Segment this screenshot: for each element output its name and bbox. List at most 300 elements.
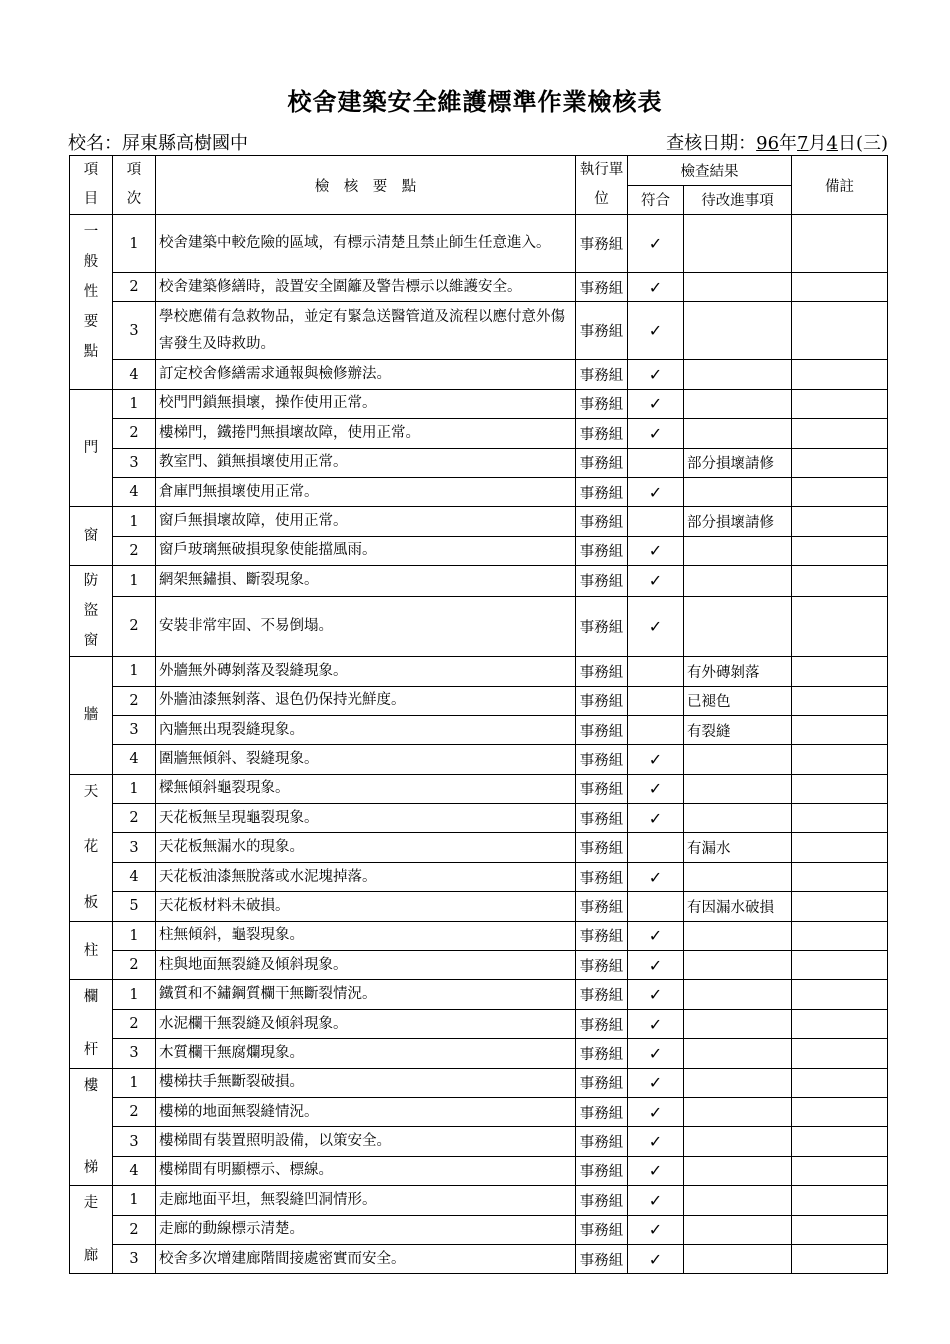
improvement-item (684, 745, 792, 774)
remark-cell (792, 715, 888, 744)
check-mark-icon: ✓ (648, 808, 663, 828)
table-row (70, 1009, 888, 1038)
category-char: 窗 (83, 633, 99, 650)
inspection-point: 柱與地面無裂縫及傾斜現象。 (156, 951, 576, 980)
table-row (70, 715, 888, 744)
executing-unit: 事務組 (576, 448, 628, 477)
check-mark-icon: ✓ (648, 926, 663, 946)
check-mark-icon: ✓ (648, 365, 663, 385)
ok-cell (628, 1215, 684, 1244)
header-result: 檢查結果 (628, 156, 792, 186)
item-number: 4 (113, 477, 156, 506)
inspection-point: 教室門、鎖無損壞使用正常。 (156, 448, 576, 477)
item-number: 1 (113, 921, 156, 950)
item-number: 1 (113, 215, 156, 273)
improvement-item (684, 1039, 792, 1068)
remark-cell (792, 862, 888, 891)
remark-cell (792, 745, 888, 774)
remark-cell (792, 1215, 888, 1244)
remark-cell (792, 360, 888, 389)
category-char: 板 (83, 894, 99, 911)
checklist-table (69, 155, 888, 1274)
improvement-item: 有外磚剝落 (684, 657, 792, 686)
category-cell (70, 215, 113, 390)
item-number: 2 (113, 419, 156, 448)
ok-cell (628, 1068, 684, 1097)
category-char: 門 (83, 440, 99, 457)
item-number: 1 (113, 1186, 156, 1215)
category-char: 走 (83, 1195, 99, 1212)
category-char: 杆 (83, 1042, 99, 1059)
category-char: 要 (83, 314, 99, 330)
executing-unit: 事務組 (576, 804, 628, 833)
inspection-point: 天花板無漏水的現象。 (156, 833, 576, 862)
table-row (70, 833, 888, 862)
category-cell (70, 657, 113, 775)
category-char: 牆 (83, 707, 99, 724)
check-mark-icon: ✓ (648, 616, 663, 636)
executing-unit: 事務組 (576, 980, 628, 1009)
executing-unit: 事務組 (576, 1215, 628, 1244)
inspection-point: 樓梯門，鐵捲門無損壞故障，使用正常。 (156, 419, 576, 448)
table-row (70, 862, 888, 891)
improvement-item (684, 360, 792, 389)
inspection-point: 木質欄干無腐爛現象。 (156, 1039, 576, 1068)
remark-cell (792, 774, 888, 803)
executing-unit: 事務組 (576, 686, 628, 715)
executing-unit: 事務組 (576, 921, 628, 950)
check-mark-icon: ✓ (648, 1043, 663, 1063)
ok-cell (628, 980, 684, 1009)
improvement-item (684, 774, 792, 803)
checklist-body (70, 215, 888, 1274)
item-number: 5 (113, 892, 156, 921)
category-cell (70, 1186, 113, 1274)
improvement-item (684, 419, 792, 448)
check-mark-icon: ✓ (648, 749, 663, 769)
inspection-point: 倉庫門無損壞使用正常。 (156, 477, 576, 506)
table-row (70, 745, 888, 774)
inspection-point: 天花板無呈現龜裂現象。 (156, 804, 576, 833)
inspection-point: 外牆無外磚剝落及裂縫現象。 (156, 657, 576, 686)
page-title: 校舍建築安全維護標準作業檢核表 (287, 87, 663, 116)
remark-cell (792, 477, 888, 506)
executing-unit: 事務組 (576, 1127, 628, 1156)
improvement-item (684, 477, 792, 506)
ok-cell (628, 892, 684, 921)
date-month-unit: 月 (808, 133, 827, 154)
item-number: 1 (113, 774, 156, 803)
ok-cell (628, 657, 684, 686)
item-number: 4 (113, 1156, 156, 1185)
check-mark-icon: ✓ (648, 1014, 663, 1034)
table-row (70, 774, 888, 803)
executing-unit: 事務組 (576, 566, 628, 597)
improvement-item: 有漏水 (684, 833, 792, 862)
school-name: 屏東縣高樹國中 (122, 133, 248, 154)
improvement-item (684, 215, 792, 273)
header-points: 檢 核 要 點 (156, 156, 576, 215)
table-row (70, 686, 888, 715)
item-number: 2 (113, 686, 156, 715)
category-cell (70, 507, 113, 566)
check-mark-icon: ✓ (648, 277, 663, 297)
category-char: 梯 (83, 1159, 99, 1176)
executing-unit: 事務組 (576, 1068, 628, 1097)
table-row (70, 951, 888, 980)
remark-cell (792, 448, 888, 477)
inspection-point: 走廊的動線標示清楚。 (156, 1215, 576, 1244)
executing-unit: 事務組 (576, 1156, 628, 1185)
inspection-point: 樑無傾斜龜裂現象。 (156, 774, 576, 803)
ok-cell (628, 360, 684, 389)
improvement-item (684, 804, 792, 833)
item-number: 1 (113, 1068, 156, 1097)
improvement-item (684, 921, 792, 950)
check-mark-icon: ✓ (648, 541, 663, 561)
table-row (70, 1097, 888, 1126)
table-row (70, 1186, 888, 1215)
check-mark-icon: ✓ (648, 321, 663, 341)
ok-cell (628, 804, 684, 833)
executing-unit: 事務組 (576, 536, 628, 565)
executing-unit: 事務組 (576, 657, 628, 686)
improvement-item (684, 273, 792, 302)
ok-cell (628, 536, 684, 565)
inspection-point: 鐵質和不鏽鋼質欄干無斷裂情況。 (156, 980, 576, 1009)
item-number: 1 (113, 657, 156, 686)
table-row (70, 419, 888, 448)
inspection-point: 水泥欄干無裂縫及傾斜現象。 (156, 1009, 576, 1038)
ok-cell (628, 448, 684, 477)
check-mark-icon: ✓ (648, 1220, 663, 1240)
item-number: 1 (113, 507, 156, 536)
ok-cell (628, 1244, 684, 1273)
ok-cell (628, 419, 684, 448)
ok-cell (628, 389, 684, 418)
ok-cell (628, 302, 684, 360)
inspection-point: 圍牆無傾斜、裂縫現象。 (156, 745, 576, 774)
executing-unit: 事務組 (576, 273, 628, 302)
improvement-item (684, 536, 792, 565)
check-mark-icon: ✓ (648, 955, 663, 975)
improvement-item (684, 566, 792, 597)
executing-unit: 事務組 (576, 215, 628, 273)
check-mark-icon: ✓ (648, 482, 663, 502)
remark-cell (792, 804, 888, 833)
table-row (70, 1068, 888, 1097)
check-mark-icon: ✓ (648, 1249, 663, 1269)
remark-cell (792, 536, 888, 565)
inspection-point: 窗戶玻璃無破損現象使能擋風雨。 (156, 536, 576, 565)
inspection-point: 學校應備有急救物品，並定有緊急送醫管道及流程以應付意外傷害發生及時救助。 (156, 302, 576, 360)
item-number: 2 (113, 536, 156, 565)
table-row (70, 566, 888, 597)
inspection-point: 樓梯扶手無斷裂破損。 (156, 1068, 576, 1097)
item-number: 4 (113, 745, 156, 774)
ok-cell (628, 921, 684, 950)
table-row (70, 596, 888, 656)
table-row (70, 389, 888, 418)
remark-cell (792, 1068, 888, 1097)
remark-cell (792, 686, 888, 715)
improvement-item (684, 596, 792, 656)
category-char: 性 (83, 284, 99, 300)
ok-cell (628, 745, 684, 774)
executing-unit: 事務組 (576, 302, 628, 360)
improvement-item (684, 951, 792, 980)
table-row (70, 215, 888, 273)
item-number: 2 (113, 273, 156, 302)
executing-unit: 事務組 (576, 862, 628, 891)
item-number: 3 (113, 302, 156, 360)
date-year: 96 (756, 133, 780, 154)
improvement-item: 部分損壞請修 (684, 507, 792, 536)
check-mark-icon: ✓ (648, 867, 663, 887)
item-number: 4 (113, 862, 156, 891)
remark-cell (792, 1009, 888, 1038)
table-row (70, 273, 888, 302)
item-number: 3 (113, 833, 156, 862)
executing-unit: 事務組 (576, 1039, 628, 1068)
remark-cell (792, 892, 888, 921)
remark-cell (792, 596, 888, 656)
header-item: 項 目 (70, 156, 113, 215)
ok-cell (628, 951, 684, 980)
ok-cell (628, 1097, 684, 1126)
check-mark-icon: ✓ (648, 779, 663, 799)
ok-cell (628, 596, 684, 656)
improvement-item: 部分損壞請修 (684, 448, 792, 477)
table-row (70, 980, 888, 1009)
category-char: 天 (83, 783, 99, 800)
header-unit: 執行單 位 (576, 156, 628, 215)
executing-unit: 事務組 (576, 360, 628, 389)
remark-cell (792, 1097, 888, 1126)
table-row (70, 1039, 888, 1068)
category-char: 般 (83, 254, 99, 270)
remark-cell (792, 507, 888, 536)
item-number: 2 (113, 1009, 156, 1038)
table-row (70, 477, 888, 506)
inspection-point: 外牆油漆無剝落、退色仍保持光鮮度。 (156, 686, 576, 715)
table-row (70, 921, 888, 950)
improvement-item (684, 302, 792, 360)
category-char: 柱 (83, 942, 99, 959)
check-mark-icon: ✓ (648, 571, 663, 591)
ok-cell (628, 774, 684, 803)
remark-cell (792, 1127, 888, 1156)
category-cell (70, 1068, 113, 1186)
table-row (70, 804, 888, 833)
table-row (70, 360, 888, 389)
improvement-item (684, 1244, 792, 1273)
item-number: 3 (113, 1127, 156, 1156)
remark-cell (792, 657, 888, 686)
remark-cell (792, 1039, 888, 1068)
category-char: 廊 (83, 1248, 99, 1265)
inspection-point: 走廊地面平坦，無裂縫凹洞情形。 (156, 1186, 576, 1215)
executing-unit: 事務組 (576, 745, 628, 774)
category-cell (70, 921, 113, 980)
category-cell (70, 774, 113, 921)
date-year-unit: 年 (779, 133, 798, 154)
item-number: 1 (113, 980, 156, 1009)
ok-cell (628, 1156, 684, 1185)
improvement-item (684, 862, 792, 891)
check-mark-icon: ✓ (648, 423, 663, 443)
inspection-point: 內牆無出現裂縫現象。 (156, 715, 576, 744)
improvement-item (684, 1186, 792, 1215)
improvement-item: 有因漏水破損 (684, 892, 792, 921)
date-month: 7 (797, 133, 809, 154)
executing-unit: 事務組 (576, 951, 628, 980)
check-mark-icon: ✓ (648, 1102, 663, 1122)
improvement-item (684, 389, 792, 418)
category-char: 窗 (83, 528, 99, 545)
ok-cell (628, 507, 684, 536)
inspection-point: 網架無鏽損、斷裂現象。 (156, 566, 576, 597)
inspection-point: 校舍建築修繕時，設置安全圍籬及警告標示以維護安全。 (156, 273, 576, 302)
executing-unit: 事務組 (576, 1186, 628, 1215)
executing-unit: 事務組 (576, 774, 628, 803)
item-number: 4 (113, 360, 156, 389)
category-char: 盜 (83, 603, 99, 620)
ok-cell (628, 1127, 684, 1156)
date-label: 查核日期： (666, 133, 757, 154)
item-number: 2 (113, 1097, 156, 1126)
executing-unit: 事務組 (576, 833, 628, 862)
ok-cell (628, 686, 684, 715)
inspection-point: 天花板油漆無脫落或水泥塊掉落。 (156, 862, 576, 891)
table-row (70, 892, 888, 921)
remark-cell (792, 951, 888, 980)
item-number: 2 (113, 1215, 156, 1244)
executing-unit: 事務組 (576, 715, 628, 744)
check-mark-icon: ✓ (648, 985, 663, 1005)
ok-cell (628, 1009, 684, 1038)
inspection-point: 校舍多次增建廊階間接處密實而安全。 (156, 1244, 576, 1273)
item-number: 1 (113, 389, 156, 418)
ok-cell (628, 566, 684, 597)
check-mark-icon: ✓ (648, 1073, 663, 1093)
improvement-item (684, 980, 792, 1009)
inspection-point: 柱無傾斜，龜裂現象。 (156, 921, 576, 950)
ok-cell (628, 477, 684, 506)
remark-cell (792, 419, 888, 448)
header-remark: 備註 (792, 156, 888, 215)
table-row (70, 1215, 888, 1244)
remark-cell (792, 1186, 888, 1215)
remark-cell (792, 1156, 888, 1185)
ok-cell (628, 1039, 684, 1068)
inspection-point: 安裝非常牢固、不易倒塌。 (156, 596, 576, 656)
category-cell (70, 566, 113, 657)
table-row (70, 448, 888, 477)
check-mark-icon: ✓ (648, 1132, 663, 1152)
executing-unit: 事務組 (576, 892, 628, 921)
executing-unit: 事務組 (576, 596, 628, 656)
item-number: 3 (113, 1244, 156, 1273)
category-char: 花 (83, 839, 99, 856)
table-row (70, 1244, 888, 1273)
school-label: 校名： (68, 133, 122, 154)
remark-cell (792, 921, 888, 950)
check-mark-icon: ✓ (648, 394, 663, 414)
executing-unit: 事務組 (576, 1097, 628, 1126)
header-improve: 待改進事項 (684, 185, 792, 215)
item-number: 2 (113, 804, 156, 833)
improvement-item (684, 1156, 792, 1185)
item-number: 2 (113, 951, 156, 980)
improvement-item (684, 1127, 792, 1156)
item-number: 3 (113, 1039, 156, 1068)
table-row (70, 657, 888, 686)
date-weekday: (三) (855, 133, 888, 154)
improvement-item (684, 1097, 792, 1126)
item-number: 1 (113, 566, 156, 597)
table-row (70, 507, 888, 536)
ok-cell (628, 215, 684, 273)
executing-unit: 事務組 (576, 507, 628, 536)
ok-cell (628, 833, 684, 862)
table-row (70, 1156, 888, 1185)
executing-unit: 事務組 (576, 477, 628, 506)
improvement-item: 已褪色 (684, 686, 792, 715)
inspection-point: 訂定校舍修繕需求通報與檢修辦法。 (156, 360, 576, 389)
inspection-point: 校門門鎖無損壞，操作使用正常。 (156, 389, 576, 418)
category-char: 一 (83, 224, 99, 240)
remark-cell (792, 273, 888, 302)
header-ok: 符合 (628, 185, 684, 215)
category-char: 欄 (83, 989, 99, 1006)
form-meta (68, 129, 888, 153)
header-number: 項 次 (113, 156, 156, 215)
date-day-unit: 日 (837, 133, 856, 154)
school-field (68, 129, 248, 155)
improvement-item (684, 1215, 792, 1244)
category-char: 樓 (83, 1077, 99, 1094)
remark-cell (792, 302, 888, 360)
remark-cell (792, 215, 888, 273)
item-number: 3 (113, 715, 156, 744)
item-number: 2 (113, 596, 156, 656)
inspection-point: 樓梯間有裝置照明設備，以策安全。 (156, 1127, 576, 1156)
category-char: 防 (83, 573, 99, 590)
table-row (70, 536, 888, 565)
ok-cell (628, 1186, 684, 1215)
date-day: 4 (826, 133, 838, 154)
inspection-date (666, 129, 888, 155)
remark-cell (792, 980, 888, 1009)
check-mark-icon: ✓ (648, 1190, 663, 1210)
ok-cell (628, 862, 684, 891)
ok-cell (628, 715, 684, 744)
table-row (70, 302, 888, 360)
inspection-point: 天花板材料未破損。 (156, 892, 576, 921)
remark-cell (792, 1244, 888, 1273)
category-char: 點 (83, 344, 99, 360)
improvement-item: 有裂縫 (684, 715, 792, 744)
remark-cell (792, 566, 888, 597)
category-cell (70, 389, 113, 507)
inspection-point: 樓梯的地面無裂縫情況。 (156, 1097, 576, 1126)
executing-unit: 事務組 (576, 419, 628, 448)
remark-cell (792, 833, 888, 862)
inspection-point: 校舍建築中較危險的區域，有標示清楚且禁止師生任意進入。 (156, 215, 576, 273)
inspection-point: 樓梯間有明顯標示、標線。 (156, 1156, 576, 1185)
category-cell (70, 980, 113, 1068)
